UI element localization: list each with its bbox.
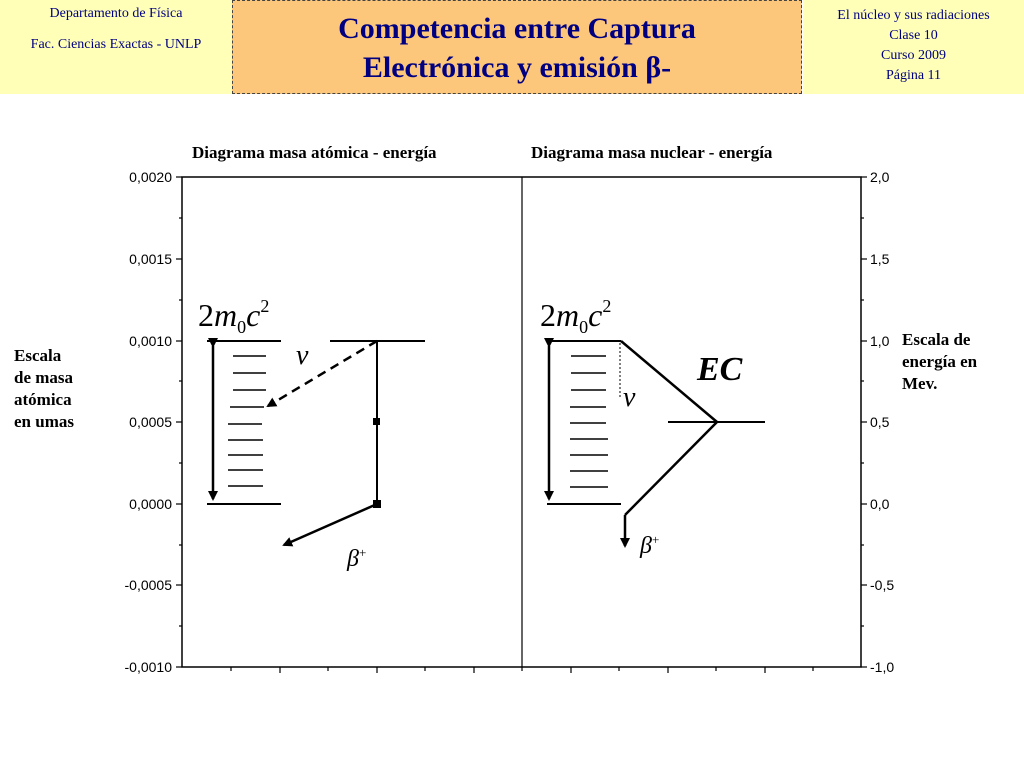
right-tick-label: 1,5 — [870, 251, 890, 267]
left-axis-label-line: de masa — [14, 368, 74, 387]
faculty-label: Fac. Ciencias Exactas - UNLP — [30, 37, 202, 52]
gap-symbol: 2m0c2 — [198, 296, 270, 337]
left-axis-label-line: en umas — [14, 412, 74, 431]
department-label: Departamento de Física — [49, 6, 183, 21]
left-energy-diagram — [198, 296, 425, 572]
left-tick-label: -0,0010 — [124, 659, 172, 675]
left-tick-label: 0,0015 — [129, 251, 172, 267]
beta-plus-symbol: β+ — [347, 545, 367, 572]
bottom-axis-ticks — [231, 667, 813, 673]
left-panel-title: Diagrama masa atómica - energía — [192, 143, 437, 162]
ec-label: EC — [697, 351, 743, 388]
right-axis-label-line: energía en — [902, 352, 978, 371]
left-axis-label-line: atómica — [14, 390, 72, 409]
page-number: Página 11 — [885, 68, 942, 83]
left-tick-label: 0,0005 — [129, 414, 172, 430]
neutrino-symbol: ν — [296, 340, 309, 371]
slide-title-line2: Electrónica y emisión β- — [362, 51, 672, 84]
right-tick-label: 1,0 — [870, 333, 890, 349]
right-tick-label: 0,5 — [870, 414, 890, 430]
left-tick-label: 0,0020 — [129, 169, 172, 185]
right-axis-ticks — [861, 177, 867, 667]
beta-transition-line — [625, 422, 717, 515]
class-number: Clase 10 — [889, 28, 938, 43]
right-tick-label: 0,0 — [870, 496, 890, 512]
left-axis-ticks — [176, 177, 182, 667]
right-axis-label-line: Escala de — [902, 330, 971, 349]
beta-plus-symbol: β+ — [640, 532, 660, 559]
right-panel-title: Diagrama masa nuclear - energía — [531, 143, 773, 162]
level-bars — [570, 356, 608, 487]
level-bars — [228, 356, 266, 486]
right-tick-label: -1,0 — [870, 659, 895, 675]
beta-arrow — [284, 504, 377, 545]
course-topic: El núcleo y sus radiaciones — [837, 8, 990, 23]
left-tick-label: -0,0005 — [124, 577, 172, 593]
left-tick-label: 0,0000 — [129, 496, 172, 512]
left-tick-label: 0,0010 — [129, 333, 172, 349]
slide-title-line1: Competencia entre Captura — [338, 12, 696, 45]
course-year: Curso 2009 — [881, 48, 946, 63]
gap-symbol: 2m0c2 — [540, 296, 612, 337]
right-tick-label: 2,0 — [870, 169, 890, 185]
neutrino-dashed-arrow — [268, 341, 377, 406]
right-axis-label-line: Mev. — [902, 374, 938, 393]
right-energy-diagram — [540, 296, 765, 559]
marker-square — [373, 418, 380, 425]
right-tick-label: -0,5 — [870, 577, 895, 593]
left-axis-label-line: Escala — [14, 346, 62, 365]
neutrino-symbol: ν — [623, 382, 636, 413]
